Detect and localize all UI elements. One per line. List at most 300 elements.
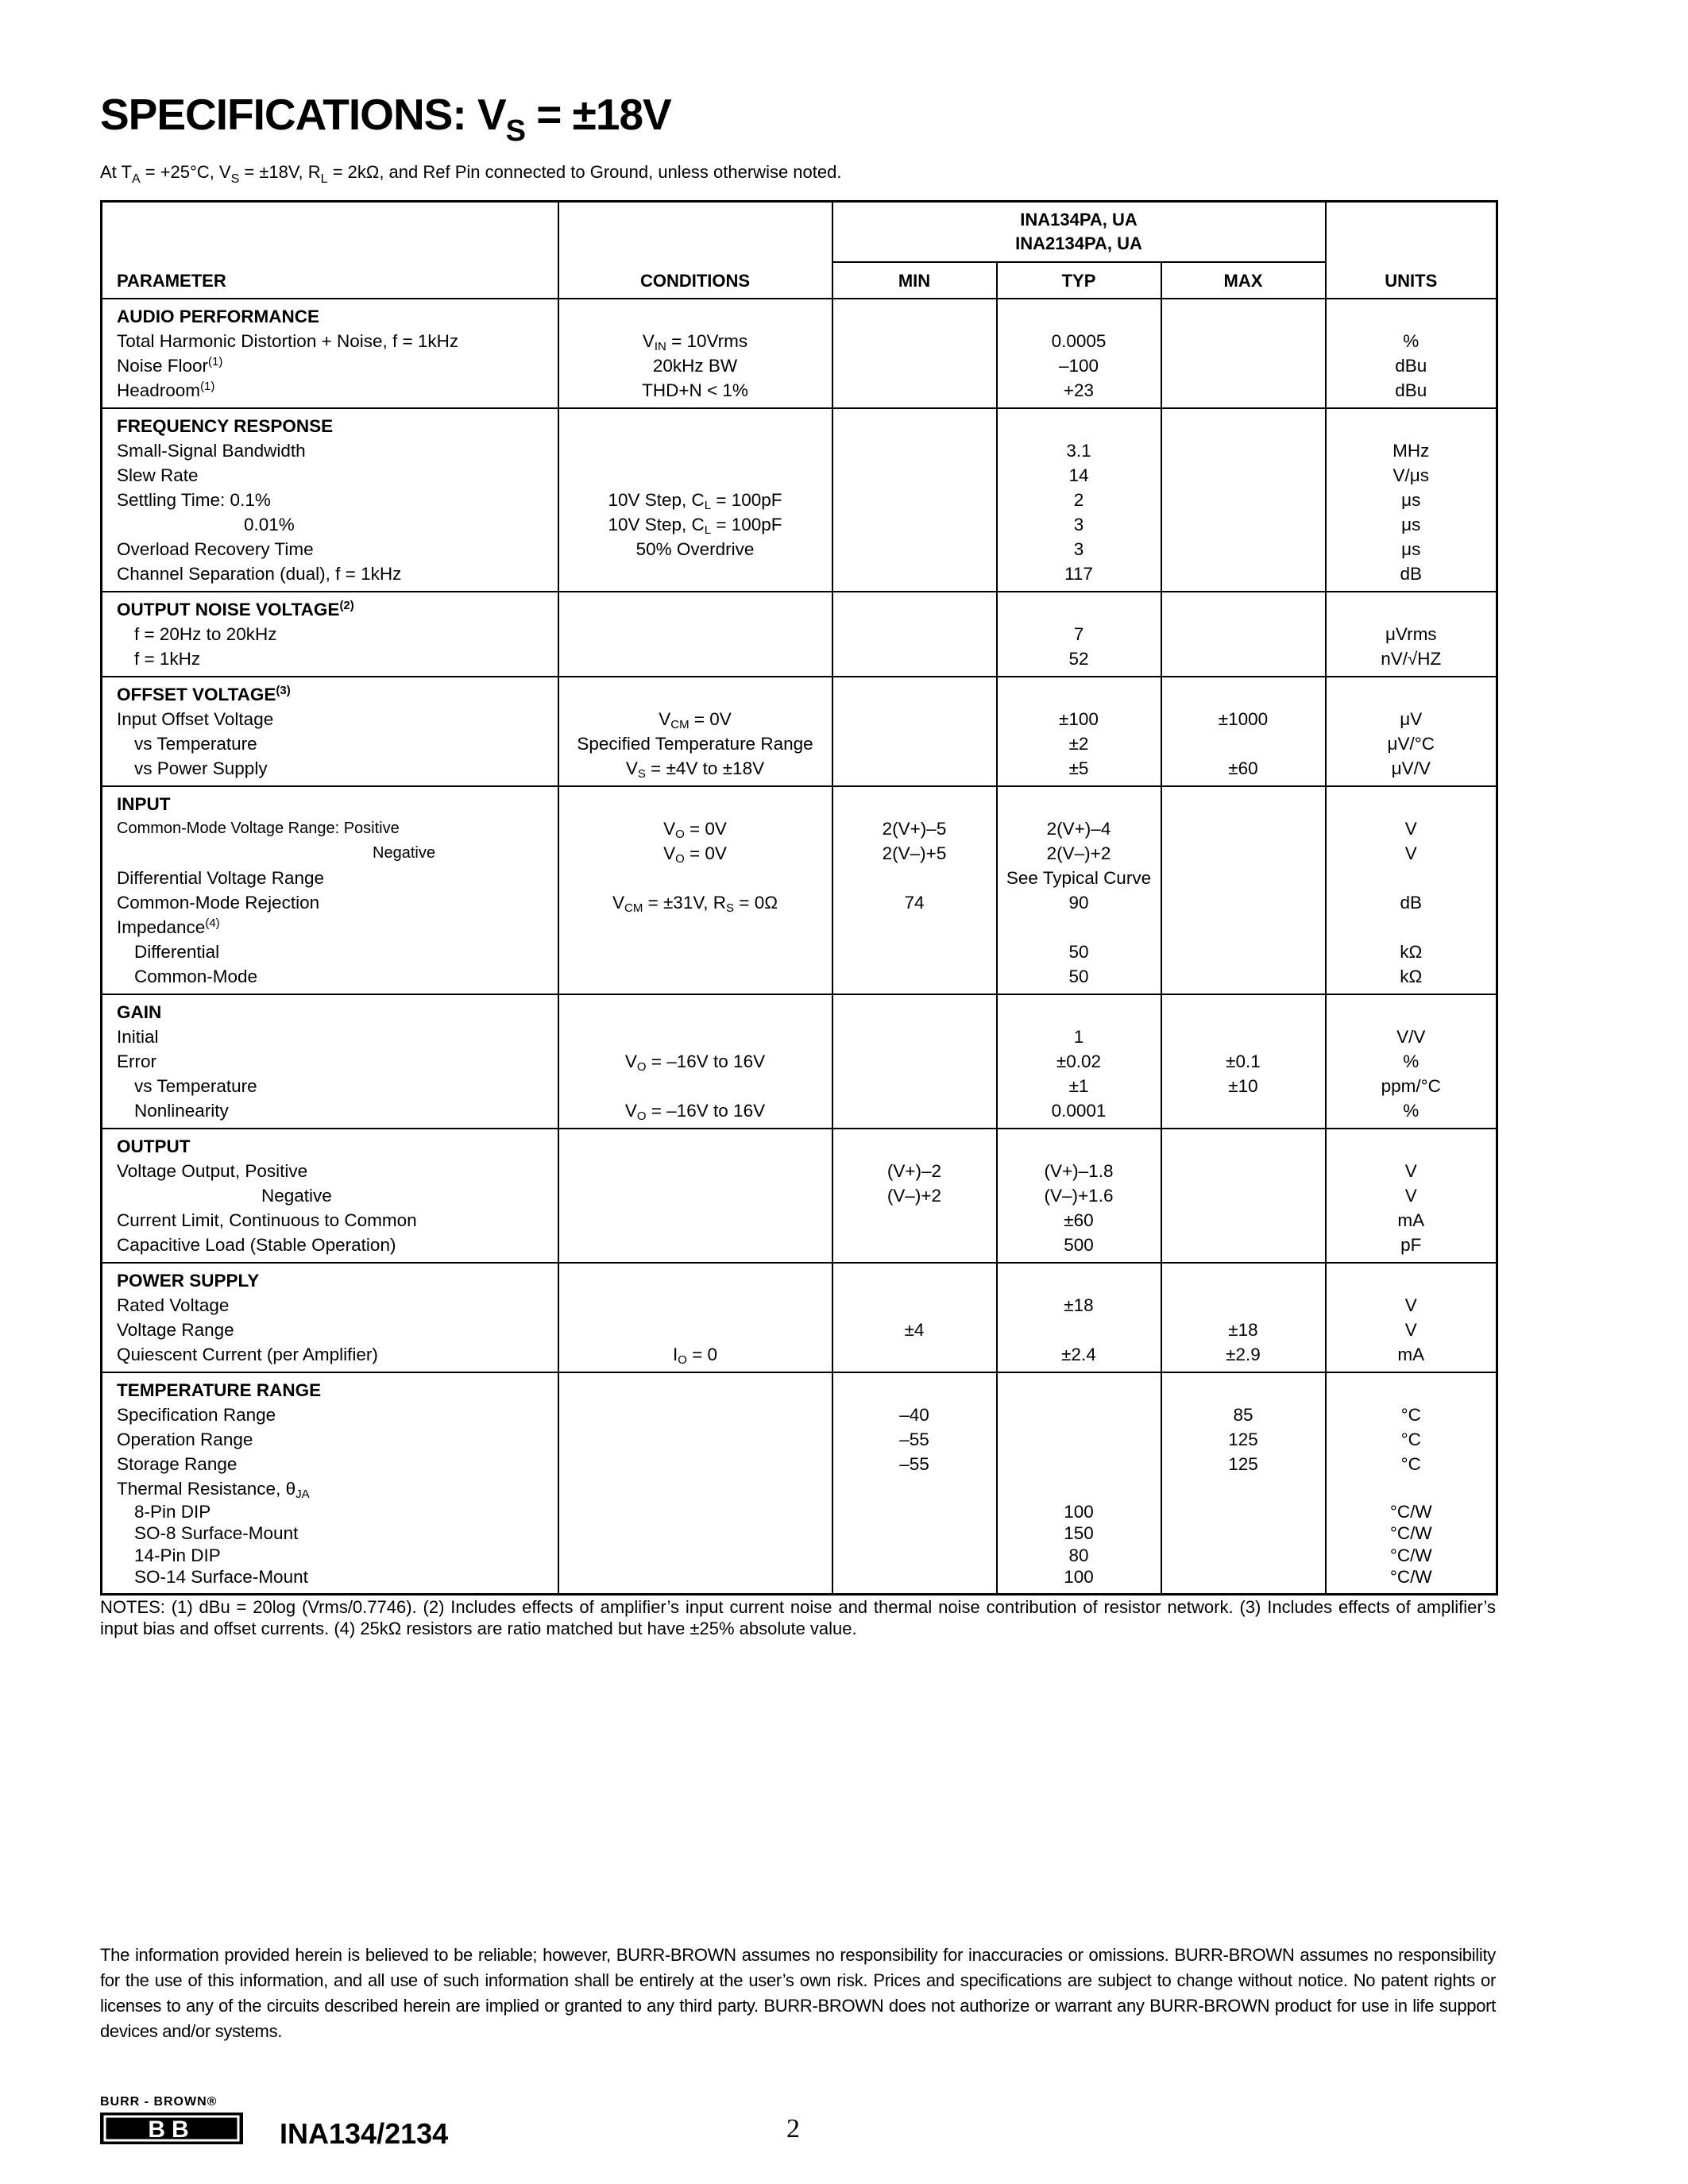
blank-line xyxy=(998,1000,1161,1024)
min-cell: 2(V+)–5 xyxy=(882,818,947,839)
max-column xyxy=(1161,994,1326,1129)
parameter-cell: 0.01% xyxy=(244,514,295,534)
blank-line xyxy=(998,304,1161,329)
cell-padding xyxy=(102,671,558,676)
min-column xyxy=(832,1129,997,1263)
spec-section xyxy=(102,677,1497,786)
cond-cell: THD+N < 1% xyxy=(642,380,748,400)
cell-padding xyxy=(998,1367,1161,1372)
cond-column xyxy=(558,786,832,994)
parameter-cell: Impedance$^{(4)}$ xyxy=(117,916,220,937)
cond-column xyxy=(558,592,832,677)
section-title: OUTPUT NOISE VOLTAGE$^{(2)}$ xyxy=(117,598,354,619)
cond-column xyxy=(558,1263,832,1372)
min-cell xyxy=(833,756,996,781)
max-cell xyxy=(1162,1159,1325,1183)
typ-column xyxy=(997,1129,1161,1263)
brand-name: BURR - BROWN® xyxy=(100,2095,218,2109)
typ-cell: +23 xyxy=(1063,380,1095,400)
blank-line xyxy=(559,1268,832,1293)
units-column xyxy=(1326,994,1497,1129)
max-cell: 85 xyxy=(1233,1404,1253,1425)
disclaimer: The information provided herein is believed to be reliable; however, BURR-BROWN assumes no responsibility for inaccuracies or omissions. BURR-BROWN assumes no responsibility for the use of this information, and all use of such information shall be entirely at the user’s own risk. Prices and specifications are subject to change without notice. No patent rights or licenses to any of the circuits described herein are implied or granted to any third party. BURR-BROWN does not authorize or warrant any BURR-BROWN product for use in life support devices and/or systems. xyxy=(100,1945,1496,2041)
typ-cell xyxy=(998,1476,1161,1501)
cell-padding xyxy=(1327,403,1497,407)
cell-padding xyxy=(998,403,1161,407)
section-title: INPUT xyxy=(117,793,171,814)
cond-cell: 10V Step, $C_L = 100pF$ xyxy=(608,489,782,512)
units-cell: °C/W xyxy=(1389,1523,1432,1543)
cond-column xyxy=(558,1372,832,1595)
max-column xyxy=(1161,408,1326,592)
typ-cell: ±5 xyxy=(1068,758,1089,778)
blank-line xyxy=(998,597,1161,622)
min-cell xyxy=(833,1024,996,1049)
typ-cell xyxy=(998,915,1161,940)
parameter-cell: Settling Time: 0.1% xyxy=(117,489,271,510)
units-cell: V xyxy=(1404,1319,1417,1340)
max-cell xyxy=(1162,1183,1325,1208)
units-column xyxy=(1326,1263,1497,1372)
notes: NOTES: (1) dBu = 20log (Vrms/0.7746). (2) Includes effects of amplifier’s input current noise and thermal noise contribution of resistor network. (3) Includes effects of amplifier’s input bias and offset currents. (4) 25kΩ resistors are ratio matched but have ±25% absolute value. xyxy=(100,1597,1496,1638)
section-title: GAIN xyxy=(117,1001,162,1022)
min-cell xyxy=(833,1233,996,1257)
cell-padding xyxy=(833,586,996,591)
cond-cell: $I_O = 0$ xyxy=(672,1344,718,1367)
units-column xyxy=(1326,1129,1497,1263)
param-column xyxy=(102,408,558,592)
units-cell: °C/W xyxy=(1389,1501,1432,1522)
cond-cell xyxy=(559,463,832,488)
max-cell xyxy=(1162,622,1325,646)
cond-cell xyxy=(559,1566,832,1588)
min-cell: 2(V–)+5 xyxy=(882,843,947,863)
blank-line xyxy=(833,1000,996,1024)
min-cell xyxy=(833,1342,996,1367)
max-cell xyxy=(1162,1476,1325,1501)
max-column xyxy=(1161,1129,1326,1263)
max-cell xyxy=(1162,731,1325,756)
cell-padding xyxy=(102,586,558,591)
min-column xyxy=(832,299,997,408)
max-cell xyxy=(1162,964,1325,989)
blank-line xyxy=(998,414,1161,438)
blank-line xyxy=(1162,682,1325,707)
min-column xyxy=(832,786,997,994)
cell-padding xyxy=(1162,1588,1325,1593)
units-cell: kΩ xyxy=(1400,941,1423,962)
min-cell: –40 xyxy=(899,1404,929,1425)
min-cell xyxy=(833,622,996,646)
spec-section xyxy=(102,299,1497,408)
cond-cell: $V_S = \pm 4V$ to ±18V xyxy=(625,758,765,781)
header-model-2: INA2134PA, UA xyxy=(1015,233,1142,253)
typ-cell: 100 xyxy=(1064,1501,1094,1522)
blank-line xyxy=(833,682,996,707)
units-cell: °C xyxy=(1400,1429,1421,1449)
blank-line xyxy=(998,1134,1161,1159)
section-title: OUTPUT xyxy=(117,1136,191,1156)
max-cell: ±18 xyxy=(1228,1319,1258,1340)
cell-padding xyxy=(1327,781,1497,785)
typ-cell: See Typical Curve xyxy=(1006,867,1152,888)
typ-column xyxy=(997,786,1161,994)
blank-line xyxy=(559,792,832,816)
units-cell: nV/√HZ xyxy=(1381,648,1442,669)
cond-column xyxy=(558,408,832,592)
cond-cell xyxy=(559,1159,832,1183)
units-cell: V xyxy=(1404,818,1417,839)
max-cell xyxy=(1162,1522,1325,1545)
cell-padding xyxy=(1327,989,1497,994)
cond-cell xyxy=(559,1293,832,1318)
typ-column xyxy=(997,1263,1161,1372)
typ-cell: 0.0005 xyxy=(1051,330,1107,351)
cell-padding xyxy=(1162,1123,1325,1128)
min-cell xyxy=(833,1098,996,1123)
blank-line xyxy=(559,1134,832,1159)
param-column xyxy=(102,592,558,677)
units-cell: V xyxy=(1404,843,1417,863)
cell-padding xyxy=(102,1123,558,1128)
typ-cell: 50 xyxy=(1068,941,1089,962)
cell-padding xyxy=(1162,1367,1325,1372)
min-cell: (V+)–2 xyxy=(886,1160,942,1181)
max-cell xyxy=(1162,378,1325,403)
units-cell: dB xyxy=(1400,892,1423,913)
parameter-cell: 14-Pin DIP xyxy=(134,1545,221,1565)
units-cell: V xyxy=(1404,1295,1417,1315)
cond-cell xyxy=(559,1427,832,1452)
parameter-cell: f = 20Hz to 20kHz xyxy=(134,623,277,644)
parameter-cell: vs Power Supply xyxy=(134,758,268,778)
units-cell: dBu xyxy=(1395,355,1427,376)
cond-cell: 10V Step, $C_L = 100pF$ xyxy=(608,514,782,537)
min-cell xyxy=(833,866,996,890)
min-cell: ±4 xyxy=(904,1319,925,1340)
max-cell: 125 xyxy=(1228,1453,1258,1474)
blank-line xyxy=(833,304,996,329)
units-cell: mA xyxy=(1397,1210,1425,1230)
parameter-cell: Voltage Output, Positive xyxy=(117,1160,308,1181)
units-cell xyxy=(1327,1476,1497,1501)
section-title: POWER SUPPLY xyxy=(117,1270,260,1291)
cond-column xyxy=(558,1129,832,1263)
cell-padding xyxy=(998,781,1161,785)
cell-padding xyxy=(998,1257,1161,1262)
blank-line xyxy=(1327,304,1497,329)
typ-cell: 80 xyxy=(1068,1545,1089,1565)
max-cell xyxy=(1162,1208,1325,1233)
typ-column xyxy=(997,677,1161,786)
blank-line xyxy=(1162,1268,1325,1293)
min-column xyxy=(832,994,997,1129)
max-cell: 125 xyxy=(1228,1429,1258,1449)
blank-line xyxy=(559,1000,832,1024)
blank-line xyxy=(1162,1134,1325,1159)
typ-column xyxy=(997,1372,1161,1595)
header-typ: TYP xyxy=(997,262,1161,299)
min-cell: 74 xyxy=(904,892,925,913)
units-cell: V/μs xyxy=(1393,465,1429,485)
typ-cell: ±1 xyxy=(1068,1075,1089,1096)
header-units: UNITS xyxy=(1326,202,1497,299)
max-column xyxy=(1161,299,1326,408)
parameter-cell: Overload Recovery Time xyxy=(117,538,314,559)
cond-cell: $V_O = -16V$ to 16V xyxy=(624,1051,766,1074)
cell-padding xyxy=(1162,781,1325,785)
parameter-cell: Thermal Resistance, $\theta_{JA}$ xyxy=(117,1478,310,1501)
test-conditions: At $T_A = +25^\circ C$, $V_S = \pm 18V$, $R_L = 2k\Omega$, and Ref Pin connected to Ground, unless otherwise noted. xyxy=(100,162,842,186)
typ-cell: 100 xyxy=(1064,1567,1094,1587)
min-cell xyxy=(833,1522,996,1545)
parameter-cell: Storage Range xyxy=(117,1453,238,1474)
min-cell xyxy=(833,1476,996,1501)
min-cell xyxy=(833,1566,996,1588)
typ-cell: (V–)+1.6 xyxy=(1044,1185,1114,1206)
cell-padding xyxy=(559,671,832,676)
parameter-cell: Common-Mode Voltage Range: Positive xyxy=(117,819,400,837)
cond-cell xyxy=(559,1024,832,1049)
typ-cell: 500 xyxy=(1064,1234,1094,1255)
header-min: MIN xyxy=(832,262,997,299)
specifications-table xyxy=(100,200,1498,1596)
parameter-cell: vs Temperature xyxy=(134,1075,257,1096)
param-column xyxy=(102,786,558,994)
units-cell: μV xyxy=(1400,708,1423,729)
header-max: MAX xyxy=(1161,262,1326,299)
typ-cell xyxy=(998,1318,1161,1342)
max-cell xyxy=(1162,915,1325,940)
typ-cell: 150 xyxy=(1064,1523,1094,1543)
units-cell: pF xyxy=(1400,1234,1422,1255)
blank-line xyxy=(1327,597,1497,622)
max-cell: ±60 xyxy=(1228,758,1258,778)
logo-text: BB xyxy=(148,2116,195,2143)
spec-section xyxy=(102,1263,1497,1372)
min-cell: (V–)+2 xyxy=(886,1185,942,1206)
typ-column xyxy=(997,408,1161,592)
blank-line xyxy=(1327,682,1497,707)
min-cell xyxy=(833,537,996,561)
max-cell xyxy=(1162,1545,1325,1567)
cell-padding xyxy=(1327,586,1497,591)
cell-padding xyxy=(1327,1123,1497,1128)
min-cell xyxy=(833,1545,996,1567)
blank-line xyxy=(833,1134,996,1159)
cond-column xyxy=(558,994,832,1129)
blank-line xyxy=(1162,414,1325,438)
min-cell xyxy=(833,353,996,378)
cell-padding xyxy=(833,1123,996,1128)
cell-padding xyxy=(833,1367,996,1372)
max-cell xyxy=(1162,1293,1325,1318)
blank-line xyxy=(1327,792,1497,816)
max-cell xyxy=(1162,537,1325,561)
cond-cell xyxy=(559,1476,832,1501)
units-cell: μV/V xyxy=(1391,758,1431,778)
units-cell: °C xyxy=(1400,1404,1421,1425)
units-cell: V/V xyxy=(1396,1026,1426,1047)
blank-line xyxy=(559,1378,832,1403)
cell-padding xyxy=(998,1588,1161,1593)
cell-padding xyxy=(559,1367,832,1372)
parameter-cell: vs Temperature xyxy=(134,733,257,754)
parameter-cell: Nonlinearity xyxy=(134,1100,229,1121)
max-cell xyxy=(1162,841,1325,866)
min-cell xyxy=(833,561,996,586)
cell-padding xyxy=(998,671,1161,676)
cond-cell xyxy=(559,438,832,463)
cell-padding xyxy=(833,989,996,994)
max-cell xyxy=(1162,816,1325,841)
max-column xyxy=(1161,786,1326,994)
cond-cell xyxy=(559,561,832,586)
parameter-cell: Quiescent Current (per Amplifier) xyxy=(117,1344,378,1364)
min-cell xyxy=(833,378,996,403)
units-column xyxy=(1326,677,1497,786)
cell-padding xyxy=(1162,671,1325,676)
max-cell xyxy=(1162,1566,1325,1588)
cond-cell xyxy=(559,622,832,646)
blank-line xyxy=(998,1378,1161,1403)
blank-line xyxy=(1327,1000,1497,1024)
typ-column xyxy=(997,994,1161,1129)
cell-padding xyxy=(559,1257,832,1262)
cell-padding xyxy=(1327,1588,1497,1593)
spec-section xyxy=(102,592,1497,677)
cell-padding xyxy=(1162,1257,1325,1262)
units-column xyxy=(1326,1372,1497,1595)
units-cell: μs xyxy=(1401,489,1421,510)
typ-cell xyxy=(998,1427,1161,1452)
cell-padding xyxy=(102,989,558,994)
typ-column xyxy=(997,592,1161,677)
units-cell: μs xyxy=(1401,514,1421,534)
max-cell xyxy=(1162,866,1325,890)
max-cell xyxy=(1162,1233,1325,1257)
cell-padding xyxy=(559,586,832,591)
typ-cell xyxy=(998,1403,1161,1427)
parameter-cell: Current Limit, Continuous to Common xyxy=(117,1210,417,1230)
min-cell xyxy=(833,731,996,756)
blank-line xyxy=(1327,1378,1497,1403)
blank-line xyxy=(998,682,1161,707)
parameter-cell: Negative xyxy=(373,843,435,862)
blank-line xyxy=(559,682,832,707)
units-column xyxy=(1326,408,1497,592)
max-cell xyxy=(1162,1501,1325,1523)
max-cell xyxy=(1162,646,1325,671)
blank-line xyxy=(833,792,996,816)
parameter-cell: Differential Voltage Range xyxy=(117,867,325,888)
units-cell: kΩ xyxy=(1400,966,1423,986)
max-cell: ±0.1 xyxy=(1226,1051,1261,1071)
min-cell: –55 xyxy=(899,1453,929,1474)
min-column xyxy=(832,1263,997,1372)
min-column xyxy=(832,1372,997,1595)
cond-cell xyxy=(559,915,832,940)
part-number: INA134/2134 xyxy=(280,2117,449,2150)
parameter-cell: Small-Signal Bandwidth xyxy=(117,440,306,461)
cond-cell: 20kHz BW xyxy=(652,355,738,376)
units-cell: ppm/°C xyxy=(1381,1075,1441,1096)
cell-padding xyxy=(833,1588,996,1593)
cond-cell xyxy=(559,1501,832,1523)
cond-cell xyxy=(559,1318,832,1342)
max-cell xyxy=(1162,940,1325,964)
min-cell xyxy=(833,1501,996,1523)
blank-line xyxy=(1162,1000,1325,1024)
typ-column xyxy=(997,299,1161,408)
parameter-cell: Input Offset Voltage xyxy=(117,708,274,729)
max-cell xyxy=(1162,488,1325,512)
min-cell xyxy=(833,463,996,488)
units-cell: MHz xyxy=(1393,440,1430,461)
cond-cell xyxy=(559,1233,832,1257)
units-cell: V xyxy=(1404,1160,1417,1181)
cell-padding xyxy=(1162,403,1325,407)
blank-line xyxy=(1327,1134,1497,1159)
param-column xyxy=(102,1129,558,1263)
max-cell: ±2.9 xyxy=(1226,1344,1261,1364)
typ-cell: ±60 xyxy=(1064,1210,1094,1230)
cell-padding xyxy=(102,1257,558,1262)
typ-cell: ±2.4 xyxy=(1061,1344,1096,1364)
max-cell xyxy=(1162,438,1325,463)
max-cell: ±10 xyxy=(1228,1075,1258,1096)
units-cell: °C/W xyxy=(1389,1545,1432,1565)
cond-cell xyxy=(559,1183,832,1208)
parameter-cell: Rated Voltage xyxy=(117,1295,230,1315)
cell-padding xyxy=(559,1123,832,1128)
cell-padding xyxy=(1327,1257,1497,1262)
param-column xyxy=(102,1372,558,1595)
cell-padding xyxy=(102,403,558,407)
parameter-cell: Differential xyxy=(134,941,220,962)
blank-line xyxy=(559,304,832,329)
parameter-cell: Total Harmonic Distortion + Noise, f = 1kHz xyxy=(117,330,459,351)
cond-cell xyxy=(559,646,832,671)
cond-cell xyxy=(559,1522,832,1545)
blank-line xyxy=(998,792,1161,816)
units-cell: °C xyxy=(1400,1453,1421,1474)
param-column xyxy=(102,1263,558,1372)
min-cell xyxy=(833,1293,996,1318)
typ-cell: (V+)–1.8 xyxy=(1044,1160,1114,1181)
parameter-cell: Negative xyxy=(261,1185,332,1206)
cell-padding xyxy=(102,781,558,785)
blank-line xyxy=(559,414,832,438)
spec-section xyxy=(102,1129,1497,1263)
cell-padding xyxy=(998,1123,1161,1128)
units-cell: % xyxy=(1403,330,1420,351)
section-title: AUDIO PERFORMANCE xyxy=(117,306,320,326)
typ-cell: 117 xyxy=(1064,563,1093,584)
max-cell xyxy=(1162,561,1325,586)
typ-cell: 52 xyxy=(1068,648,1089,669)
cond-cell: $V_O = -16V$ to 16V xyxy=(624,1100,766,1123)
cond-cell xyxy=(559,1403,832,1427)
typ-cell: ±18 xyxy=(1064,1295,1094,1315)
units-cell: μVrms xyxy=(1385,623,1437,644)
max-column xyxy=(1161,1263,1326,1372)
cell-padding xyxy=(1162,989,1325,994)
min-cell xyxy=(833,1049,996,1074)
header-conditions: CONDITIONS xyxy=(558,202,832,299)
cond-column xyxy=(558,677,832,786)
cond-cell: Specified Temperature Range xyxy=(577,733,813,754)
